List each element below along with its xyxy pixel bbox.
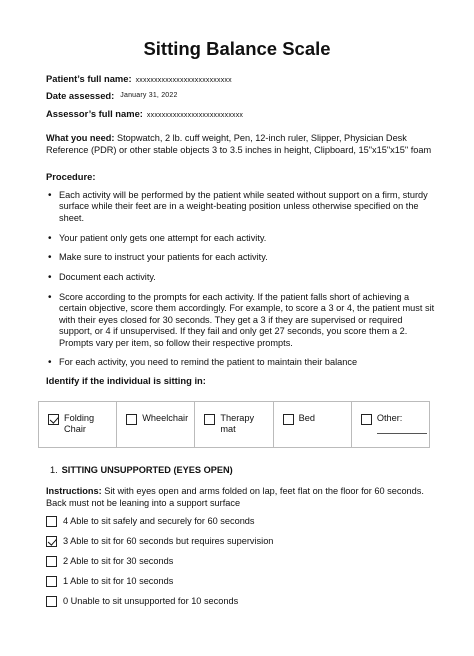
score-option-3[interactable]: [46, 531, 273, 551]
score-0-checkbox[interactable]: [46, 596, 57, 607]
patient-name-value: xxxxxxxxxxxxxxxxxxxxxxxxxx: [135, 77, 232, 84]
score-3-label: 3 Able to sit for 60 seconds but requires supervision: [63, 536, 274, 546]
score-option-4[interactable]: [46, 511, 273, 531]
list-item: • Score according to the prompts for each activity. If the patient falls short of achieving a certain objective, score them accordingly. For example, to score a 3 or 4, the patient must sit with their eyes closed for 30 seconds. They get a 3 if they are supervised or required support, or 4 if unsupervised. If they fail and only get 27 seconds, you score them a 2. Prompts vary per item, so follow their respective prompts.: [46, 292, 436, 349]
procedure-list: [46, 190, 436, 377]
list-item: • Document each activity.: [46, 272, 436, 283]
instructions-label: Instructions:: [46, 486, 102, 496]
score-4-checkbox[interactable]: [46, 516, 57, 527]
therapy-mat-label: Therapy mat: [220, 413, 255, 434]
score-0-label: 0 Unable to sit unsupported for 10 seconds: [63, 596, 239, 606]
instructions-text: Sit with eyes open and arms folded on lap, feet flat on the floor for 60 seconds. Back must not be leaning into a support surface: [46, 486, 424, 508]
what-you-need-paragraph: [46, 133, 436, 156]
procedure-heading: Procedure:: [46, 171, 96, 182]
therapy-mat-checkbox[interactable]: [204, 414, 215, 425]
score-1-checkbox[interactable]: [46, 576, 57, 587]
wheelchair-checkbox[interactable]: [126, 414, 137, 425]
sitting-location-table: [38, 401, 430, 448]
score-2-label: 2 Able to sit for 30 seconds: [63, 556, 174, 566]
other-text-line[interactable]: [377, 433, 427, 434]
section-1-score-list: [46, 511, 273, 611]
bed-label: Bed: [298, 413, 315, 423]
score-option-1[interactable]: [46, 571, 273, 591]
list-item: • Make sure to instruct your patients for each activity.: [46, 252, 436, 263]
what-you-need-label: What you need:: [46, 133, 115, 143]
assessor-name-field: [46, 108, 243, 119]
patient-name-field: [46, 73, 232, 84]
other-checkbox[interactable]: [361, 414, 372, 425]
option-folding-chair[interactable]: [39, 402, 117, 447]
score-3-checkbox[interactable]: [46, 536, 57, 547]
option-wheelchair[interactable]: [117, 402, 195, 447]
section-1-title: [50, 465, 233, 475]
bed-checkbox[interactable]: [283, 414, 294, 425]
score-option-2[interactable]: [46, 551, 273, 571]
score-1-label: 1 Able to sit for 10 seconds: [63, 576, 174, 586]
folding-chair-label: Folding Chair: [64, 413, 95, 434]
section-1-title-text: SITTING UNSUPPORTED (EYES OPEN): [61, 465, 233, 475]
page-title: Sitting Balance Scale: [143, 38, 331, 59]
assessor-name-label: Assessor’s full name:: [46, 108, 143, 119]
score-2-checkbox[interactable]: [46, 556, 57, 567]
section-1-number: 1.: [50, 465, 58, 475]
patient-name-label: Patient’s full name:: [46, 73, 132, 84]
sitting-in-heading: Identify if the individual is sitting in:: [46, 375, 206, 386]
list-item: • For each activity, you need to remind the patient to maintain their balance: [46, 357, 436, 368]
option-therapy-mat[interactable]: [195, 402, 273, 447]
date-assessed-value: January 31, 2022: [120, 92, 178, 99]
date-assessed-label: Date assessed:: [46, 90, 115, 101]
other-label: Other:: [376, 413, 403, 423]
date-assessed-field: [46, 90, 178, 101]
option-bed[interactable]: [274, 402, 352, 447]
other-option: [377, 413, 427, 447]
assessor-name-value: xxxxxxxxxxxxxxxxxxxxxxxxxx: [146, 112, 244, 119]
list-item: • Your patient only gets one attempt for each activity.: [46, 233, 436, 244]
what-you-need-text: Stopwatch, 2 lb. cuff weight, Pen, 12-inch ruler, Slipper, Physician Desk Reference (PDR) or other stable objects 3 to 3.5 inches in height, Clipboard, 15"x15"x15" foam: [46, 133, 432, 155]
section-1-instructions: [46, 486, 430, 509]
folding-chair-checkbox[interactable]: [48, 414, 59, 425]
score-4-label: 4 Able to sit safely and securely for 60 seconds: [63, 516, 255, 526]
option-other[interactable]: [352, 402, 429, 447]
score-option-0[interactable]: [46, 591, 273, 611]
wheelchair-label: Wheelchair: [142, 413, 189, 423]
list-item: • Each activity will be performed by the patient while seated without support on a firm, sturdy surface while their feet are in a weight-beating position unless otherwise specified on the sheet.: [46, 190, 436, 224]
